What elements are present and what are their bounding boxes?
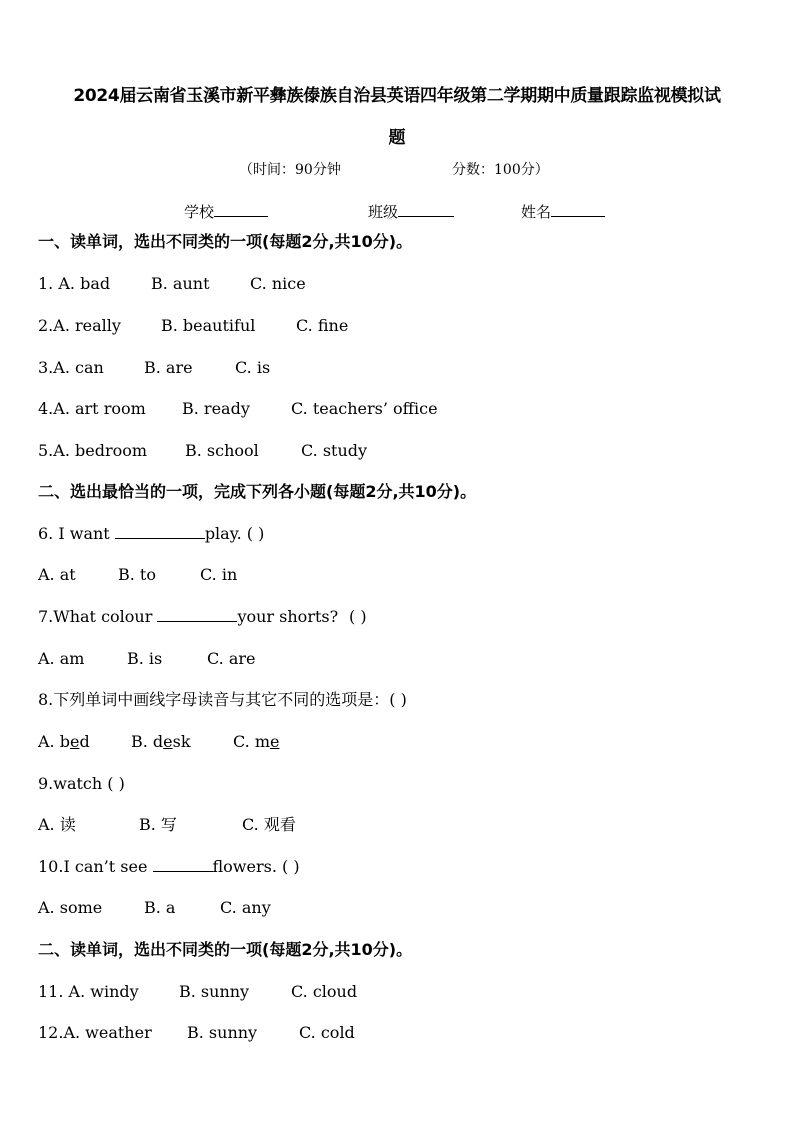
option-c (233, 730, 279, 754)
option-b: B. beautiful (161, 316, 256, 335)
option-c: C. 观看 (242, 815, 296, 834)
exam-meta (0, 160, 794, 180)
underlined-letter: e (270, 732, 280, 751)
option-c: C. any (220, 898, 271, 917)
school-blank (214, 201, 268, 217)
question-9: 9.watch ( ) (38, 774, 125, 793)
name-field (521, 201, 551, 223)
page-title: 2024届云南省玉溪市新平彝族傣族自治县英语四年级第二学期期中质量跟踪监视模拟试 (73, 86, 721, 106)
answer-blank (157, 606, 237, 622)
page-title-continued: 题 (388, 128, 406, 148)
option-c: C. teachers’ office (291, 399, 438, 418)
option-a: A. some (38, 898, 103, 917)
option-text: C. m (233, 732, 271, 751)
option-c: C. cloud (291, 982, 358, 1001)
option-a: A. am (38, 649, 85, 668)
option-b: B. sunny (179, 982, 250, 1001)
student-info (0, 201, 794, 223)
option-a: A. 读 (38, 815, 76, 834)
question-6 (38, 522, 264, 546)
option-a: 2.A. really (38, 316, 121, 335)
question-text-end: your shorts? (237, 607, 339, 626)
option-a (38, 730, 90, 754)
option-a: 3.A. can (38, 358, 104, 377)
option-b: B. to (118, 565, 156, 584)
answer-blank (115, 523, 205, 539)
class-blank (398, 201, 454, 217)
score-info: 分数：100分） (452, 162, 549, 178)
answer-paren: ( ) (349, 607, 367, 626)
option-b: B. aunt (151, 274, 210, 293)
question-text: 10.I can’t see (38, 857, 153, 876)
section-heading: 一、读单词，选出不同类的一项(每题2分,共10分)。 (38, 232, 413, 251)
option-c: C. fine (296, 316, 349, 335)
option-text: A. b (38, 732, 70, 751)
option-c: C. in (200, 565, 238, 584)
school-label: 学校 (184, 203, 215, 221)
option-b: B. a (144, 898, 176, 917)
time-info: （时间：90分钟 (239, 162, 341, 178)
option-c: C. cold (299, 1023, 355, 1042)
option-text: d (79, 732, 90, 751)
answer-blank (153, 856, 213, 872)
option-c: C. study (301, 441, 368, 460)
option-c: C. is (235, 358, 271, 377)
option-a: 4.A. art room (38, 399, 146, 418)
question-text: 6. I want (38, 524, 115, 543)
option-a: A. at (38, 565, 76, 584)
option-b: B. are (144, 358, 193, 377)
option-b: B. sunny (187, 1023, 258, 1042)
section-heading: 二、选出最恰当的一项，完成下列各小题(每题2分,共10分)。 (38, 482, 477, 501)
option-a: 1. A. bad (38, 274, 111, 293)
question-text: 7.What colour (38, 607, 158, 626)
name-blank (551, 201, 605, 217)
school-field (184, 201, 214, 223)
option-a: 12.A. weather (38, 1023, 152, 1042)
option-b: B. is (127, 649, 163, 668)
option-a: 11. A. windy (38, 982, 139, 1001)
option-a: 5.A. bedroom (38, 441, 148, 460)
question-10 (38, 855, 300, 879)
class-label: 班级 (368, 203, 399, 221)
option-c: C. are (207, 649, 256, 668)
name-label: 姓名 (521, 203, 552, 221)
option-b: B. 写 (139, 815, 177, 834)
option-text: sk (172, 732, 191, 751)
option-c: C. nice (250, 274, 306, 293)
underlined-letter: e (163, 732, 173, 751)
question-7 (38, 605, 367, 629)
option-b (131, 730, 191, 754)
option-text: B. d (131, 732, 164, 751)
underlined-letter: e (69, 732, 80, 751)
question-text-end: play. ( ) (204, 524, 265, 543)
question-text-end: flowers. ( ) (212, 857, 300, 876)
option-b: B. ready (182, 399, 250, 418)
section-heading: 二、读单词，选出不同类的一项(每题2分,共10分)。 (38, 940, 413, 959)
question-8: 8.下列单词中画线字母读音与其它不同的选项是：( ) (38, 690, 407, 709)
class-field (368, 201, 398, 223)
option-b: B. school (185, 441, 259, 460)
